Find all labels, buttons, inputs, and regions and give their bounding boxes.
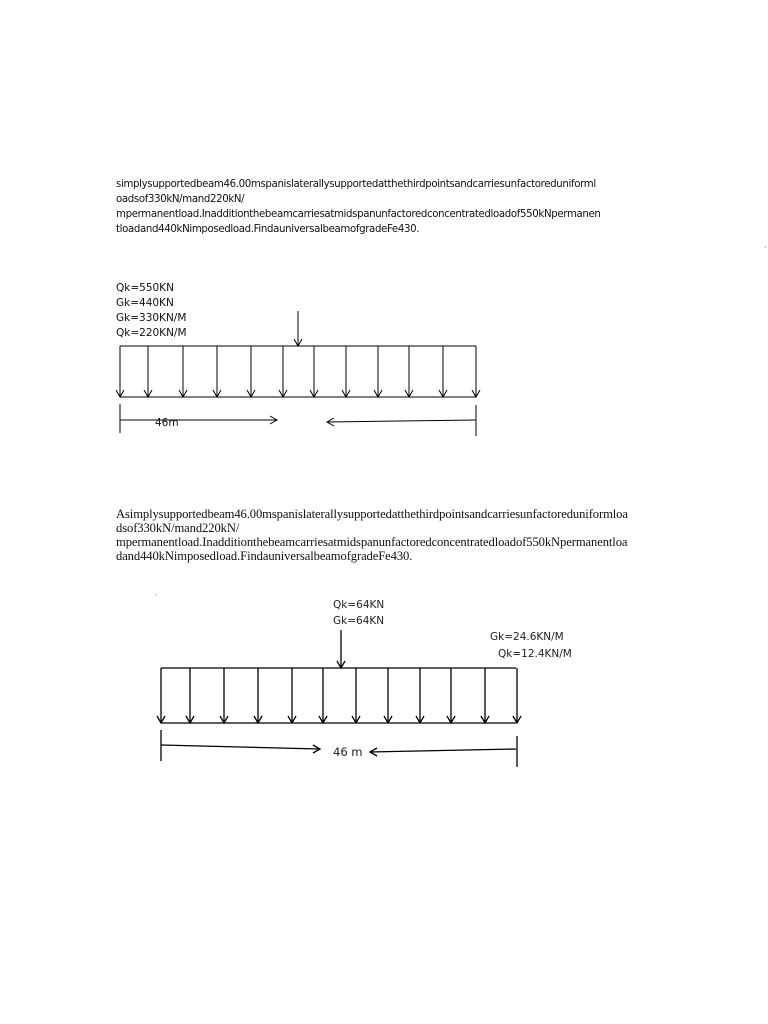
span-label-1: 46m bbox=[155, 417, 179, 429]
point-load-label: Qk=64KN bbox=[333, 599, 385, 611]
stray-mark: , bbox=[155, 588, 158, 597]
point-load-arrow-2 bbox=[337, 630, 345, 668]
diagram-1-load-label: Qk=220KN/M bbox=[116, 327, 187, 339]
diagram-1-load-label: Gk=440KN bbox=[116, 297, 174, 309]
problem-statement-1: simplysupportedbeam46.00mspanislaterallysupportedatthethirdpointsandcarriesunfactoreduniforml oadsof330kN/mand220kN/ mpermanentload.Inadditionthebeamcarriesatmidspanunfactoredconcentratedloadof550kNpermanen tloadand440kNimposedload.FindauniversalbeamofgradeFe430. bbox=[116, 179, 601, 235]
span-label-2: 46 m bbox=[333, 745, 363, 759]
udl-arrows-2 bbox=[157, 668, 521, 723]
diagram-1-load-label: Qk=550KN bbox=[116, 282, 174, 294]
distributed-load-label: Gk=24.6KN/M bbox=[490, 631, 564, 643]
distributed-load-label: Qk=12.4KN/M bbox=[498, 648, 572, 660]
stray-mark: , bbox=[764, 240, 767, 249]
point-load-label: Gk=64KN bbox=[333, 615, 385, 627]
diagram-1-load-label: Gk=330KN/M bbox=[116, 312, 187, 324]
beam-2-lines bbox=[161, 668, 516, 723]
problem-statement-2: Asimplysupportedbeam46.00mspanislaterallysupportedatthethirdpointsandcarriesunfactoreduniformloa dsof330kN/mand220kN/ mpermanentload.Inadditionthebeamcarriesatmidspanunfactoredconcentratedloadof550kNpermanentloa dand440kNimposedload.FindauniversalbeamofgradeFe430. bbox=[116, 507, 628, 563]
